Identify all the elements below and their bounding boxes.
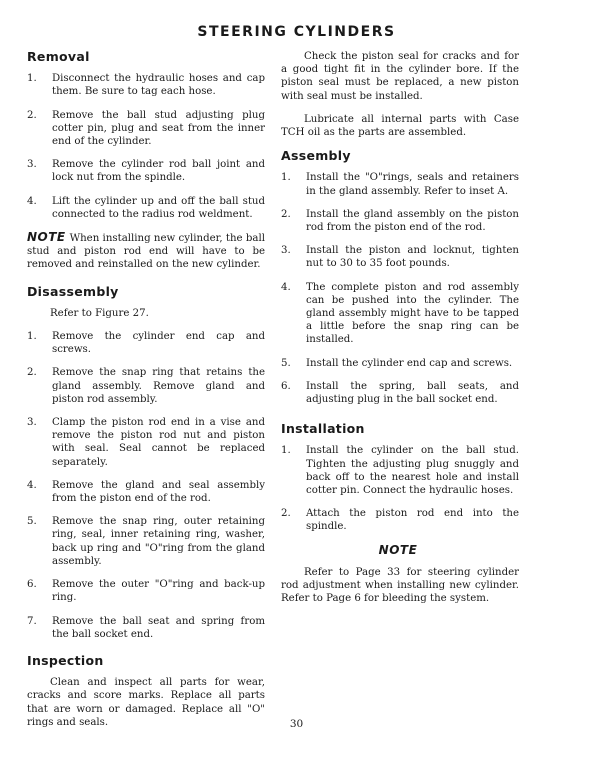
removal-step-1 xyxy=(27,72,265,98)
step-text: Install the "O"rings, seals and retainers in the gland assembly. Refer to inset A. xyxy=(306,172,519,197)
step-number: 5. xyxy=(281,357,291,369)
left-column xyxy=(27,50,265,739)
step-number: 2. xyxy=(281,208,291,220)
installation-step-2 xyxy=(281,507,519,533)
page-number: 30 xyxy=(289,718,304,730)
step-number: 1. xyxy=(281,172,291,184)
disassembly-step-4 xyxy=(27,479,265,505)
removal-step-4 xyxy=(27,195,265,221)
inspection-paragraph-2: Check the piston seal for cracks and for a good tight fit in the cylinder bore. If the piston seal must be replaced, a new piston with seal must be installed. xyxy=(281,51,519,102)
disassembly-heading: Disassembly xyxy=(27,283,119,299)
step-number: 7. xyxy=(27,615,37,627)
step-text: The complete piston and rod assembly can be pushed into the cylinder. The gland assembly might have to be tapped a little before the snap ring can be installed. xyxy=(306,281,519,346)
step-text: Install the piston and locknut, tighten nut to 30 to 35 foot pounds. xyxy=(306,245,519,270)
disassembly-step-7 xyxy=(27,615,265,641)
step-number: 5. xyxy=(27,516,37,528)
assembly-step-4 xyxy=(281,281,519,347)
page-title: STEERING CYLINDERS xyxy=(197,24,396,40)
step-number: 2. xyxy=(27,367,37,379)
step-number: 4. xyxy=(27,195,37,207)
disassembly-step-6 xyxy=(27,578,265,604)
step-number: 6. xyxy=(27,579,37,591)
installation-heading: Installation xyxy=(281,421,365,437)
inspection-heading: Inspection xyxy=(27,652,104,668)
step-number: 1. xyxy=(27,331,37,343)
assembly-step-5 xyxy=(281,357,519,370)
step-number: 3. xyxy=(281,245,291,257)
installation-note-text: Refer to Page 33 for steering cylinder rod adjustment when installing new cylinder. Refer to Page 6 for bleeding the system. xyxy=(281,566,519,605)
step-text: Remove the snap ring that retains the gland assembly. Remove gland and piston rod assembly. xyxy=(52,367,265,405)
step-number: 1. xyxy=(27,73,37,85)
step-text: Install the spring, ball seats, and adjusting plug in the ball socket end. xyxy=(306,380,519,406)
step-text: Remove the cylinder end cap and screws. xyxy=(52,331,265,356)
step-number: 3. xyxy=(27,417,37,429)
disassembly-intro: Refer to Figure 27. xyxy=(50,307,149,319)
removal-step-2 xyxy=(27,109,265,149)
step-text: Lift the cylinder up and off the ball stud connected to the radius rod weldment. xyxy=(52,195,265,220)
removal-note xyxy=(27,231,265,272)
note-text: When installing new cylinder, the ball stud and piston rod end will have to be removed and reinstalled on the new cylinder. xyxy=(27,233,265,271)
step-text: Remove the cylinder rod ball joint and lock nut from the spindle. xyxy=(52,159,265,184)
step-text: Install the cylinder on the ball stud. Tighten the adjusting plug snuggly and back off to the nearest hole and install cotter pin. Connect the hydraulic hoses. xyxy=(306,445,519,497)
step-text: Remove the snap ring, outer retaining ring, seal, inner retaining ring, washer, back up ring and "O"ring from the gland assembly. xyxy=(52,516,265,567)
assembly-step-2 xyxy=(281,208,519,234)
inspection-paragraph-1: Clean and inspect all parts for wear, cracks and score marks. Replace all parts that are worn or damaged. Replace all "O" rings and seals. xyxy=(27,677,265,728)
step-number: 4. xyxy=(27,479,37,491)
installation-note-label xyxy=(281,544,519,558)
note-label: NOTE xyxy=(27,230,66,245)
step-text: Disconnect the hydraulic hoses and cap them. Be sure to tag each hose. xyxy=(52,73,265,98)
disassembly-step-5 xyxy=(27,515,265,568)
step-number: 6. xyxy=(281,380,291,392)
step-text: Install the gland assembly on the piston rod from the piston end of the rod. xyxy=(306,208,519,234)
disassembly-step-1 xyxy=(27,330,265,356)
disassembly-step-2 xyxy=(27,366,265,406)
note-label: NOTE xyxy=(378,542,418,557)
removal-step-3 xyxy=(27,158,265,184)
step-text: Remove the ball seat and spring from the ball socket end. xyxy=(52,615,265,640)
step-text: Remove the gland and seal assembly from the piston end of the rod. xyxy=(52,479,265,505)
step-number: 2. xyxy=(27,109,37,121)
step-text: Install the cylinder end cap and screws. xyxy=(306,357,513,369)
removal-heading: Removal xyxy=(27,49,90,64)
right-column xyxy=(281,50,519,616)
assembly-step-3 xyxy=(281,244,519,270)
step-text: Attach the piston rod end into the spindle. xyxy=(306,508,519,533)
inspection-paragraph-3: Lubricate all internal parts with Case TCH oil as the parts are assembled. xyxy=(281,113,519,139)
step-text: Remove the ball stud adjusting plug cotter pin, plug and seat from the inner end of the cylinder. xyxy=(52,109,265,148)
disassembly-step-3 xyxy=(27,416,265,469)
installation-step-1 xyxy=(281,444,519,497)
step-number: 1. xyxy=(281,445,291,457)
step-number: 4. xyxy=(281,281,291,293)
step-text: Clamp the piston rod end in a vise and remove the piston rod nut and piston with seal. Seal cannot be replaced separately. xyxy=(52,417,265,468)
assembly-step-6 xyxy=(281,380,519,406)
step-number: 2. xyxy=(281,508,291,520)
assembly-heading: Assembly xyxy=(281,148,351,164)
step-text: Remove the outer "O"ring and back-up ring. xyxy=(52,579,265,604)
assembly-step-1 xyxy=(281,171,519,197)
step-number: 3. xyxy=(27,159,37,171)
